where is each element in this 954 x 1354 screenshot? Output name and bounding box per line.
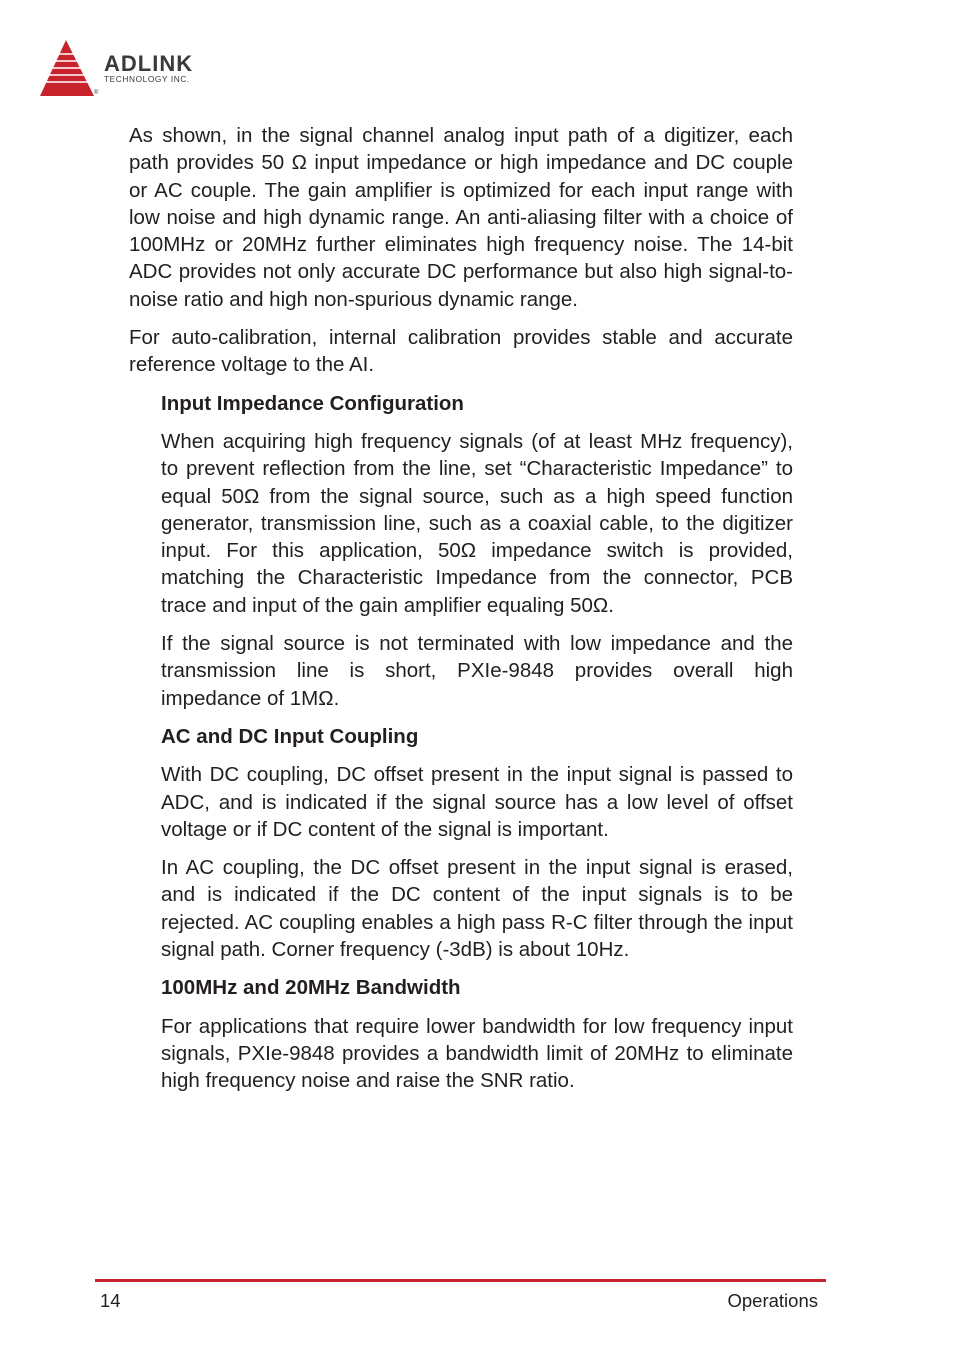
section-name: Operations: [727, 1290, 818, 1311]
registered-mark: ®: [94, 90, 99, 96]
ac-coupling-paragraph: In AC coupling, the DC offset present in the input signal is erased, and is indicated if the DC content of the input signals is to be rejected. AC coupling enables a high pass R-C filter through the input signal path. Corner frequency (-3dB) is about 10Hz.: [161, 856, 793, 962]
bandwidth-paragraph: For applications that require lower bandwidth for low frequency input signals, PXIe-9848 provides a bandwidth limit of 20MHz to eliminate high frequency noise and raise the SNR ratio.: [161, 1014, 793, 1093]
impedance-paragraph: When acquiring high frequency signals (of at least MHz frequency), to prevent reflection from the line, set “Characteristic Impedance” to equal 50Ω from the signal source, such as a high speed function generator, transmission line, such as a coaxial cable, to the digitizer input. For this application, 50Ω impedance switch is provided, matching the Characteristic Impedance from the connector, PCB trace and input of the gain amplifier equaling 50Ω.: [161, 429, 793, 617]
intro-paragraph: As shown, in the signal channel analog input path of a digitizer, each path provides 50 Ω input impedance or high impedance and DC couple or AC couple. The gain amplifier is optimized for each input range with low noise and high dynamic range. An anti-aliasing filter with a choice of 100MHz or 20MHz further eliminates high frequency noise. The 14-bit ADC provides not only accurate DC performance but also high signal-to-noise ratio and high non-spurious dynamic range.: [129, 124, 793, 311]
dc-coupling-paragraph: With DC coupling, DC offset present in the input signal is passed to ADC, and is indicated if the signal source has a low level of offset voltage or if DC content of the signal is important.: [161, 763, 793, 841]
page-number: 14: [100, 1290, 121, 1311]
adlink-logo: [38, 38, 238, 100]
bandwidth-heading: 100MHz and 20MHz Bandwidth: [161, 976, 461, 1000]
footer-divider: [95, 1279, 826, 1282]
adlink-triangle-icon: [38, 38, 100, 100]
coupling-heading: AC and DC Input Coupling: [161, 724, 419, 748]
impedance-heading: Input Impedance Configuration: [161, 391, 464, 415]
page-content: [0, 122, 954, 1095]
brand-name: ADLINK: [104, 51, 194, 76]
high-impedance-paragraph: If the signal source is not terminated with low impedance and the transmission line is short, PXIe-9848 provides overall high impedance of 1MΩ.: [161, 632, 793, 710]
brand-subtitle: TECHNOLOGY INC.: [104, 74, 190, 84]
calibration-paragraph: For auto-calibration, internal calibration provides stable and accurate reference voltage to the AI.: [129, 326, 793, 377]
